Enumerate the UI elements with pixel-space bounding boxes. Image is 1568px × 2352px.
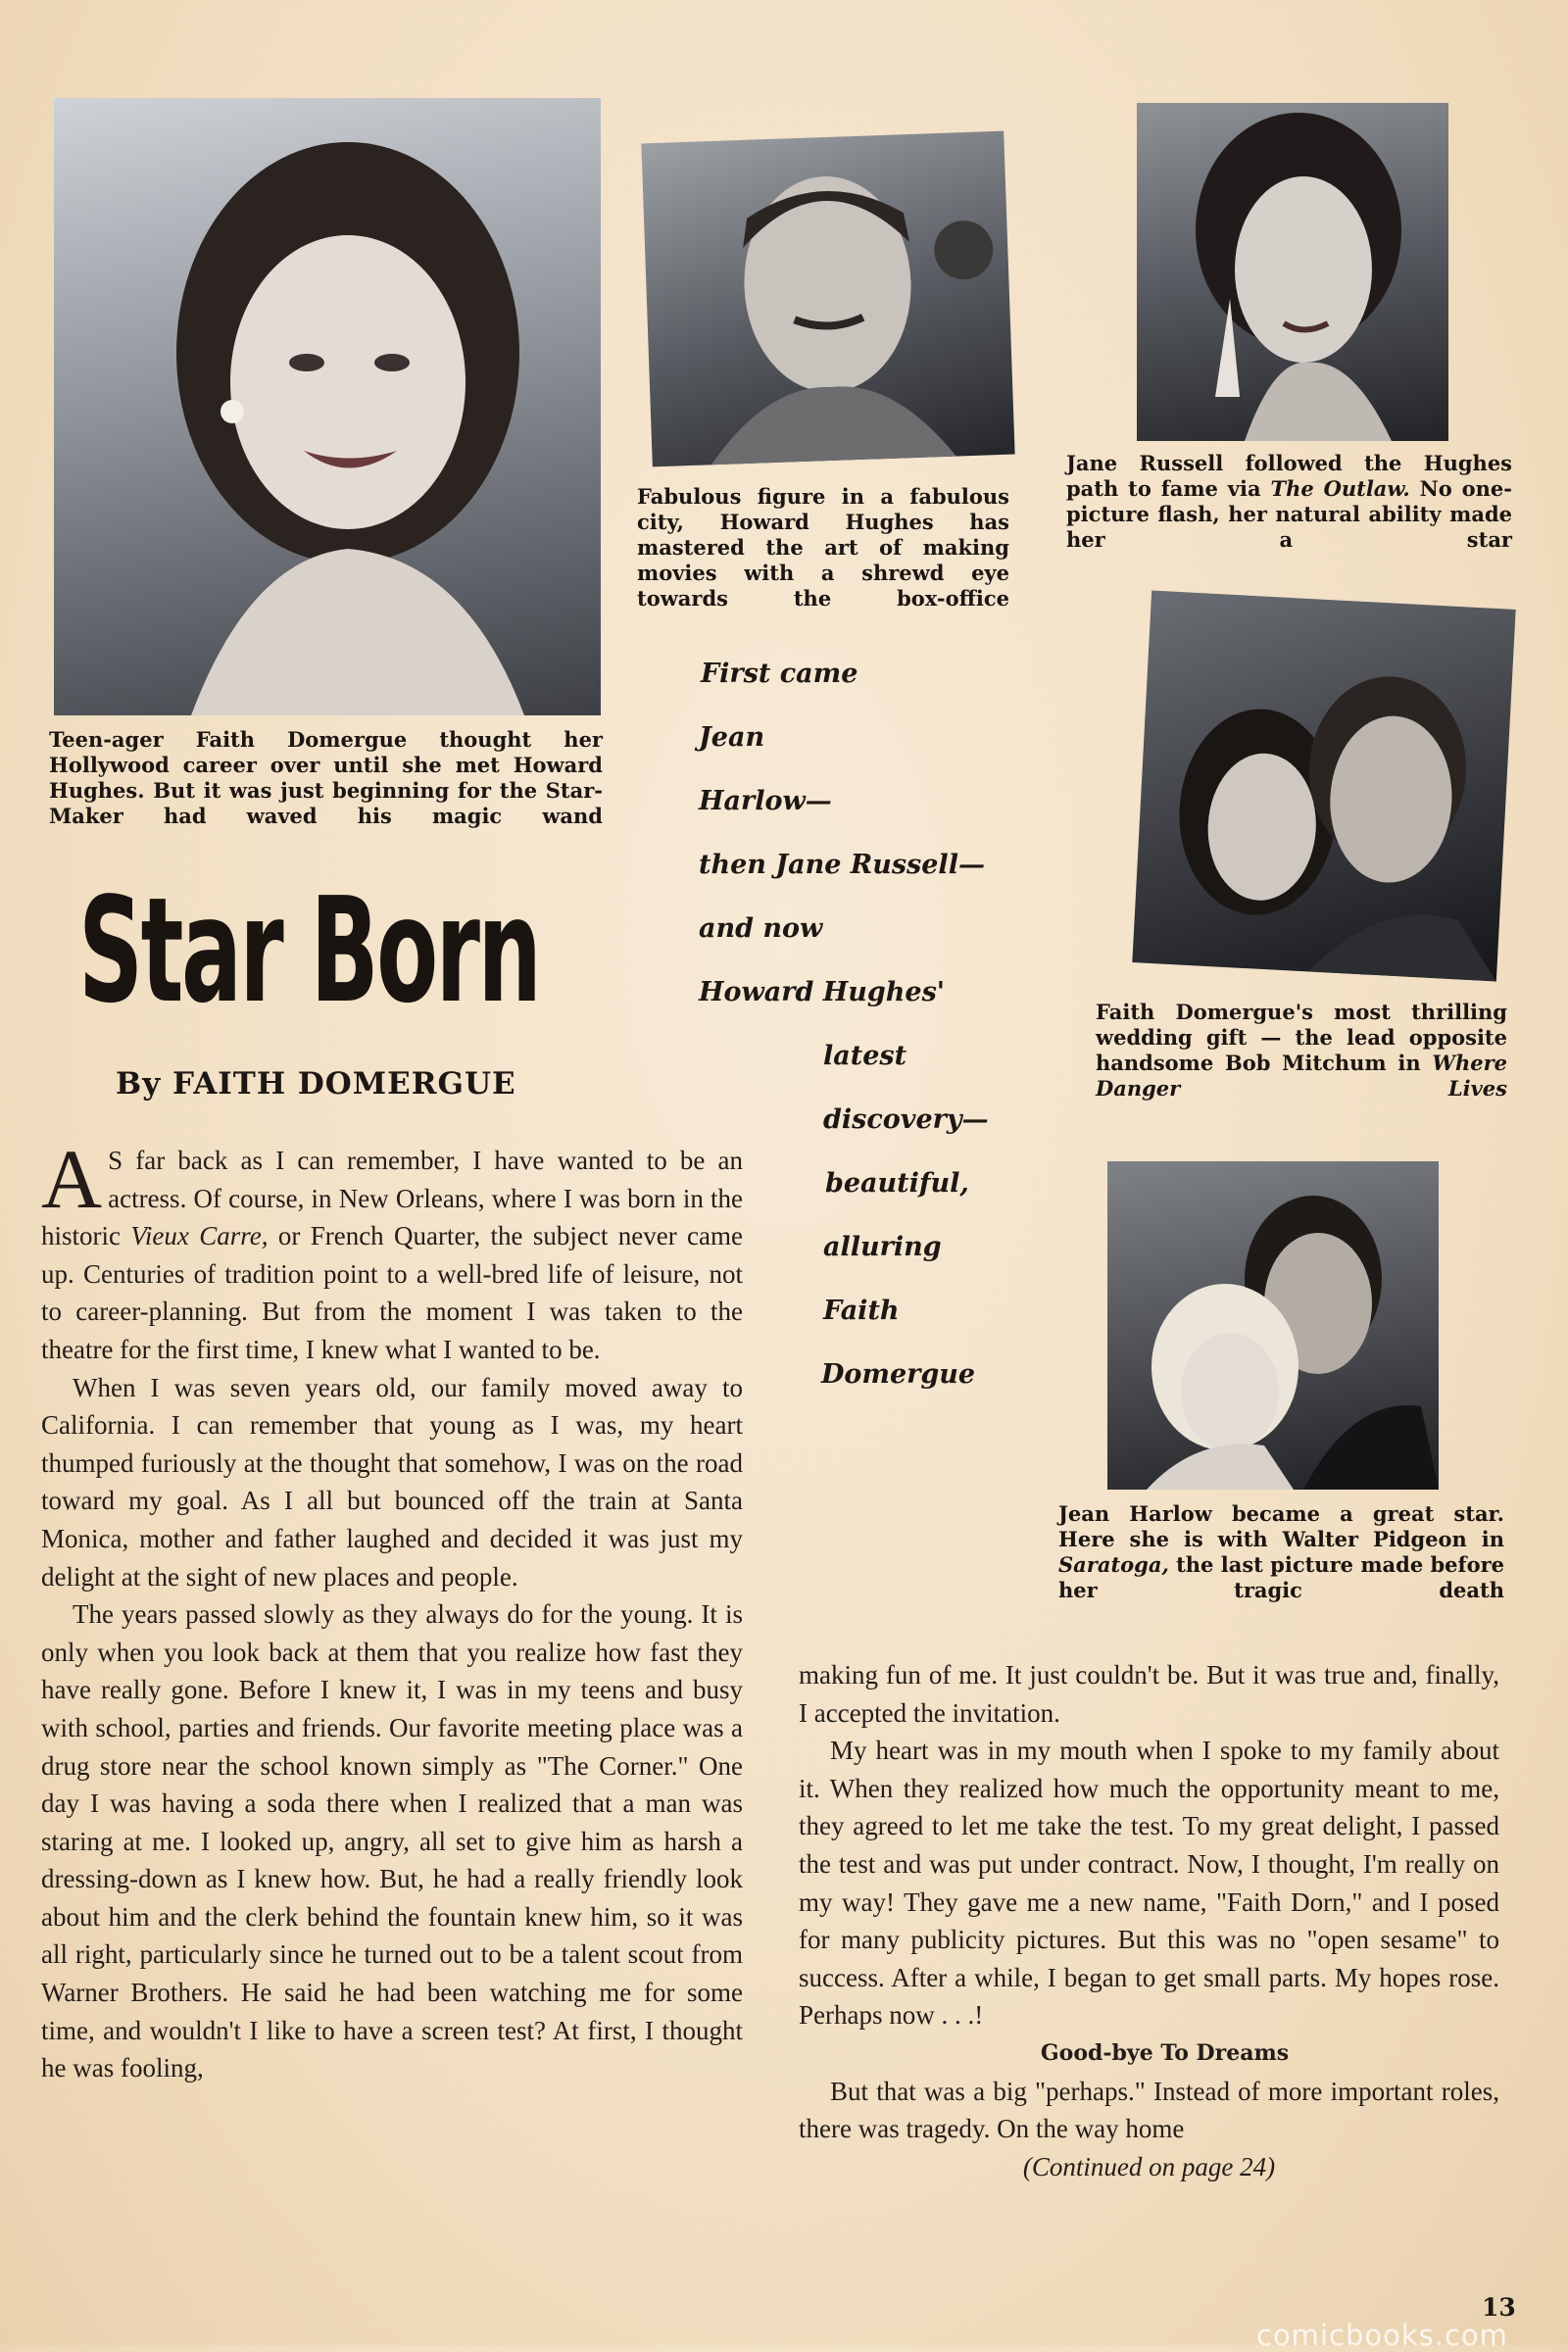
portrait-illustration [1132, 591, 1515, 982]
howard-hughes-photo [641, 131, 1014, 467]
jane-russell-photo [1137, 103, 1448, 441]
article-title: Star Born [78, 866, 540, 1035]
tagline-line: Jean [699, 722, 765, 753]
portrait-illustration [641, 131, 1014, 467]
drop-cap: A [41, 1132, 103, 1226]
body-column-right [799, 1656, 1499, 2185]
place-name: Vieux Carre, [130, 1221, 269, 1251]
body-paragraph: making fun of me. It just couldn't be. But it was true and, finally, I accepted the invitation. [799, 1660, 1499, 1728]
harlow-pidgeon-photo [1107, 1161, 1439, 1490]
portrait-illustration [1137, 103, 1448, 441]
caption-text: the last picture made before her tragic death [1058, 1552, 1505, 1602]
faith-domergue-caption: Teen-ager Faith Domergue thought her Hollywood career over until she met Howard Hughes. But it was just beginning for the Star-Maker had waved his magic wand [49, 727, 603, 828]
section-subhead: Good-bye To Dreams [1040, 2039, 1290, 2066]
tagline-line: beautiful, [825, 1168, 969, 1199]
body-paragraph: But that was a big "perhaps." Instead of more important roles, there was tragedy. On the way home [799, 2076, 1499, 2144]
tagline-line: discovery— [823, 1104, 989, 1135]
tagline-line: Harlow— [699, 786, 832, 816]
portrait-illustration [54, 98, 601, 715]
tagline-line: then Jane Russell— [699, 850, 985, 880]
film-title: Where Danger Lives [1096, 1051, 1508, 1101]
caption-text: Jane Russell followed the Hughes path to fame via [1066, 451, 1512, 501]
paragraph-text: S far back as I can remember, I have wanted to be an actress. Of course, in New Orleans, where I was born in the historic [41, 1146, 743, 1251]
body-paragraph: When I was seven years old, our family moved away to California. I can remember that young as I was, my heart thumped furiously at the thought that somehow, I was on the road toward my goal. As I all but bounced off the train at Santa Monica, mother and father laughed and decided it was just my delight at the sight of new places and people. [41, 1372, 743, 1592]
body-paragraph: The years passed slowly as they always do for the young. It is only when you look back at them that you realize how fast they have really gone. Before I knew it, I was in my teens and busy with school, parties and friends. Our favorite meeting place was a drug store near the school known simply as "The Corner." One day I was having a soda there when I realized that a man was staring at me. I looked up, angry, all set to give him as harsh a dressing-down as I knew how. But, he had a really friendly look about him and the clerk behind the fountain knew him, so it was all right, particularly since he turned out to be a talent scout from Warner Brothers. He said he had been watching me for some time, and wouldn't I like to have a screen test? At first, I thought he was fooling, [41, 1599, 743, 2083]
portrait-illustration [1107, 1161, 1439, 1490]
body-paragraph [41, 1132, 744, 1369]
body-column-left [41, 1132, 744, 2087]
mitchum-domergue-photo [1132, 591, 1515, 982]
harlow-caption [1058, 1501, 1504, 1603]
paragraph-text: or French Quarter, the subject never came up. Centuries of tradition point to a well-bred life of leisure, not to career-planning. But from the moment I was taken to the theatre for the first time, I knew what I wanted to be. [41, 1221, 744, 1364]
tagline-line: Faith [823, 1296, 900, 1326]
tagline-line: First came [701, 659, 858, 689]
howard-hughes-caption: Fabulous figure in a fabulous city, Howard Hughes has mastered the art of making movies with a shrewd eye towards the box-office [637, 484, 1009, 611]
tagline-line: Howard Hughes' [699, 977, 946, 1007]
page-number: 13 [1482, 2293, 1516, 2322]
faith-domergue-photo [54, 98, 601, 715]
caption-text: No one-picture flash, her natural ability made her a star [1066, 476, 1512, 552]
caption-text: Jean Harlow became a great star. Here she is with Walter Pidgeon in [1058, 1501, 1504, 1551]
watermark: comicbooks.com [1256, 2319, 1508, 2352]
tagline-line: Domergue [821, 1359, 976, 1390]
byline: By FAITH DOMERGUE [116, 1066, 516, 1102]
jane-russell-caption [1066, 451, 1512, 553]
tagline-line: and now [699, 913, 823, 944]
caption-text: Faith Domergue's most thrilling wedding gift — the lead opposite handsome Bob Mitchum in [1096, 1000, 1507, 1075]
mitchum-caption [1096, 1000, 1507, 1102]
body-paragraph: My heart was in my mouth when I spoke to my family about it. When they realized how much the opportunity meant to me, they agreed to let me take the test. To my great delight, I passed the test and was put under contract. Now, I thought, I'm really on my way! They gave me a new name, "Faith Dorn," and I posed for many publicity pictures. But this was no "open sesame" to success. After a while, I began to get small parts. My hopes rose. Perhaps now . . .! [799, 1736, 1499, 2031]
tagline-line: latest [823, 1041, 907, 1071]
tagline-line: alluring [823, 1232, 942, 1262]
film-title: The Outlaw. [1270, 476, 1410, 501]
continued-note: (Continued on page 24) [1022, 2151, 1276, 2181]
film-title: Saratoga, [1058, 1552, 1169, 1577]
